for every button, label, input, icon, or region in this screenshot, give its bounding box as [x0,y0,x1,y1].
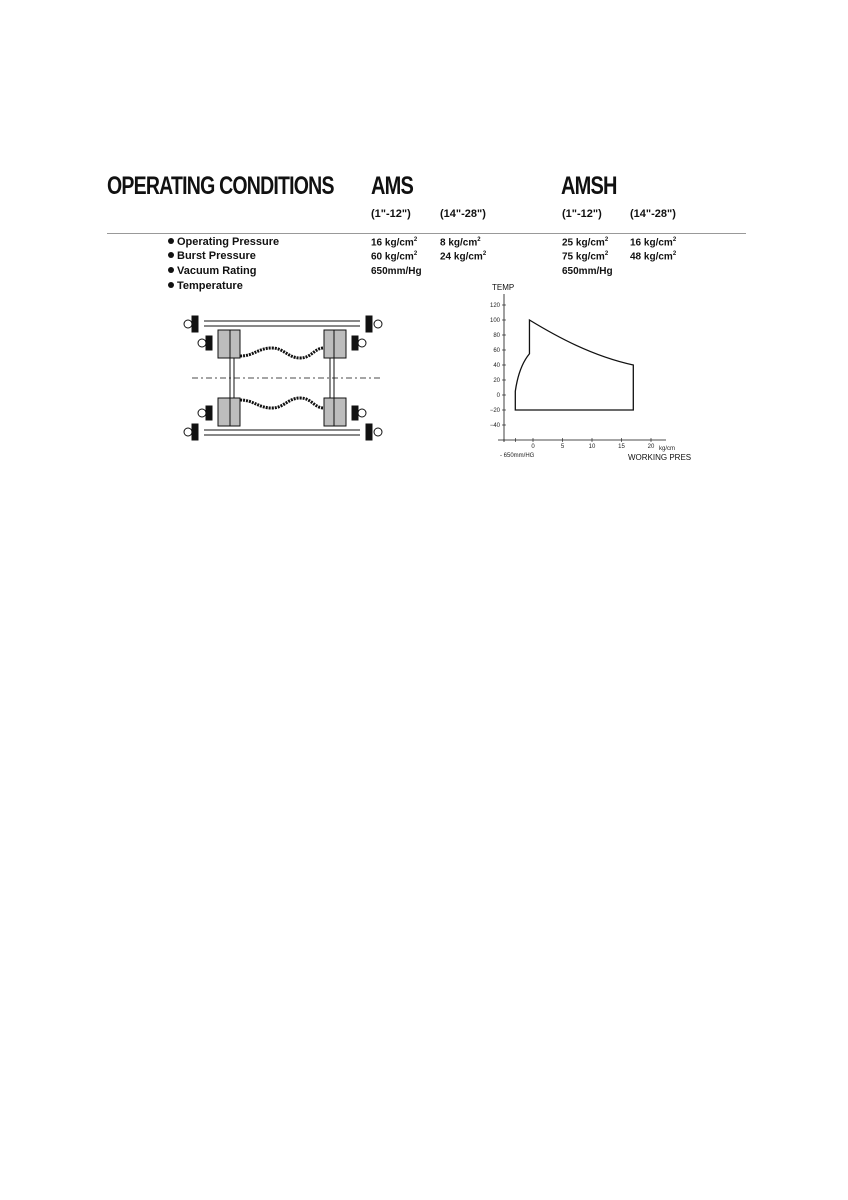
x-tick-label: 5 [560,444,565,450]
param-label: Operating Pressure [177,236,280,248]
value-cell: 16 $kg/cm^2$ [371,237,418,249]
x-negative-label: - 650mm/HG [500,453,535,459]
value-cell: 75 $kg/cm^2$ [562,251,609,263]
x-tick-label: 10 [588,444,596,450]
y-tick-label: 80 [493,333,500,339]
param-temperature [168,280,243,292]
section-title: OPERATING CONDITIONS [107,172,334,200]
param-operating-pressure [168,236,279,248]
temp-pressure-chart [486,280,706,465]
amsh-size-large: (14"-28") [630,208,676,220]
operating-envelope [515,320,633,410]
param-label: Temperature [177,280,243,292]
expansion-joint-drawing [182,312,394,452]
ams-size-large: (14"-28") [440,208,486,220]
bullet-icon [168,252,174,258]
value-cell: 16 $kg/cm^2$ [630,237,677,249]
value-cell: 60 $kg/cm^2$ [371,251,418,263]
y-tick-label: 40 [493,363,500,369]
value-cell: 48 $kg/cm^2$ [630,251,677,263]
value-cell: 650mm/Hg [562,266,613,277]
x-tick-label: 0 [531,444,535,450]
x-unit-label: kg/cm [659,446,676,452]
product-name-amsh: AMSH [561,172,617,200]
y-tick-label: −40 [489,423,500,429]
x-tick-label: 15 [618,444,625,450]
param-label: Burst Pressure [177,250,256,262]
x-tick-label: 20 [647,444,655,450]
y-tick-label: 20 [493,378,500,384]
y-axis-label: TEMP [492,283,515,292]
value-cell: 24 $kg/cm^2$ [440,251,487,263]
y-tick-label: 100 [489,318,500,324]
bullet-icon [168,238,174,244]
bullet-icon [168,267,174,273]
y-tick-label: 120 [489,303,500,309]
bullet-icon [168,282,174,288]
param-burst-pressure [168,250,256,262]
y-tick-label: 0 [496,393,500,399]
product-name-ams: AMS [371,172,414,200]
value-cell: 25 $kg/cm^2$ [562,237,609,249]
x-axis-label: WORKING PRES [628,453,692,462]
value-cell: 8 $kg/cm^2$ [440,237,481,249]
header-divider [107,233,746,234]
amsh-size-small: (1"-12") [562,208,602,220]
param-label: Vacuum Rating [177,265,257,277]
y-tick-label: −20 [489,408,500,414]
value-cell: 650mm/Hg [371,266,422,277]
param-vacuum-rating [168,265,256,277]
ams-size-small: (1"-12") [371,208,411,220]
y-tick-label: 60 [493,348,500,354]
